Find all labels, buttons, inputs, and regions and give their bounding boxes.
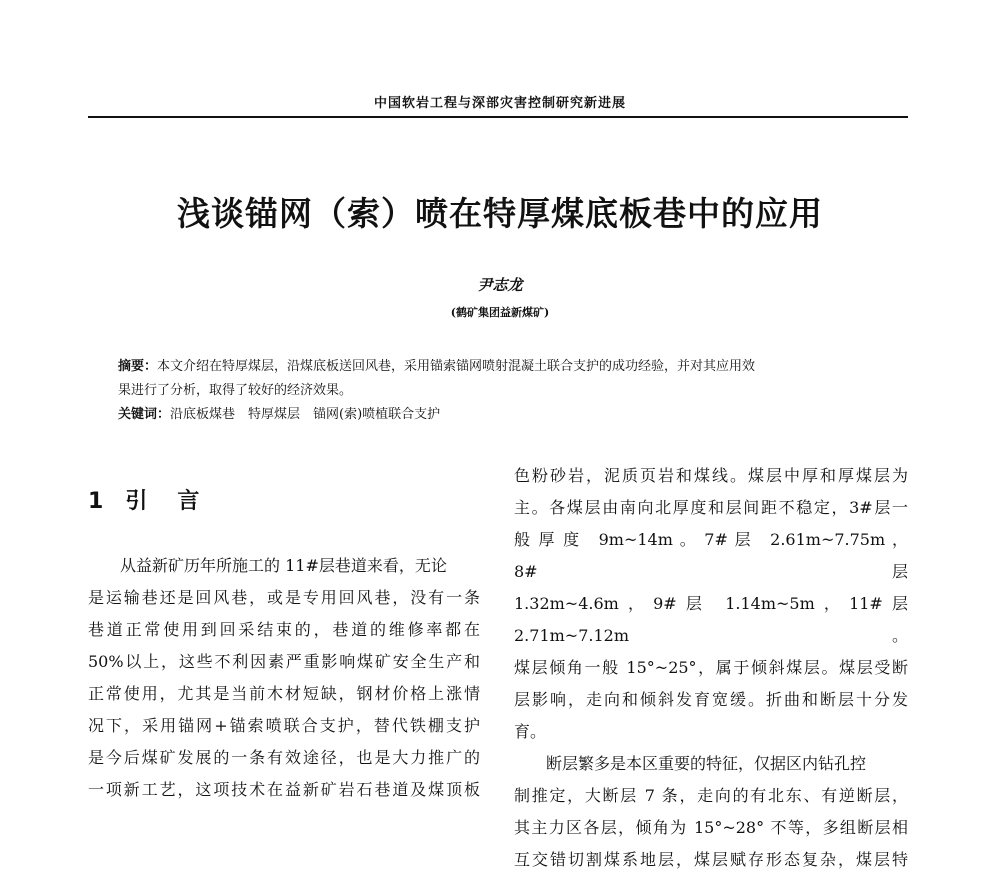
body-line: 断层繁多是本区重要的特征，仅据区内钻孔控 <box>546 754 867 773</box>
body-line: 制推定，大断层 7 条，走向的有北东、有逆断层， <box>514 786 908 805</box>
keywords-label: 关键词： <box>118 407 171 422</box>
abstract-line-1 <box>118 355 888 379</box>
body-line: 般 厚 度 9m~14m 。 7# 层 2.61m~7.75m ， 8# 层 <box>514 530 908 581</box>
body-line: 色粉砂岩，泥质页岩和煤线。煤层中厚和厚煤层为 <box>514 466 908 485</box>
body-line: 从益新矿历年所施工的 11#层巷道来看，无论 <box>120 556 447 575</box>
header-rule <box>88 116 908 118</box>
author-affiliation: (鹤矿集团益新煤矿) <box>450 306 550 319</box>
author-name: 尹志龙 <box>477 276 523 294</box>
body-line: 育。 <box>514 722 547 741</box>
body-line: 50%以上，这些不利因素严重影响煤矿安全生产和 <box>88 652 480 671</box>
left-column <box>88 550 480 806</box>
body-line: 其主力区各层，倾角为 15°~28° 不等，多组断层相 <box>514 818 908 837</box>
body-line: 巷道正常使用到回采结束的，巷道的维修率都在 <box>88 620 480 639</box>
abstract-block <box>118 355 888 427</box>
body-line: 层影响，走向和倾斜发育宽缓。折曲和断层十分发 <box>514 690 908 709</box>
section-title: 引 言 <box>125 489 204 514</box>
right-column <box>514 460 908 876</box>
body-line: 主。各煤层由南向北厚度和层间距不稳定，3#层一 <box>514 498 908 517</box>
body-line: 正常使用，尤其是当前木材短缺，钢材价格上涨情 <box>88 684 480 703</box>
body-line: 况下，采用锚网+锚索喷联合支护，替代铁棚支护 <box>88 716 480 735</box>
body-line: 一项新工艺，这项技术在益新矿岩石巷道及煤顶板 <box>88 780 480 799</box>
body-line: 是今后煤矿发展的一条有效途径，也是大力推广的 <box>88 748 480 767</box>
body-line: 1.32m~4.6m，9#层 1.14m~5m，11#层 2.71m~7.12m。 <box>514 594 908 645</box>
running-header: 中国软岩工程与深部灾害控制研究新进展 <box>373 96 626 111</box>
body-line: 是运输巷还是回风巷，或是专用回风巷，没有一条 <box>88 588 480 607</box>
keywords-text: 沿底板煤巷 特厚煤层 锚网(索)喷植联合支护 <box>170 407 441 422</box>
keywords-line <box>118 403 888 427</box>
body-line: 互交错切割煤系地层，煤层赋存形态复杂，煤层特 <box>514 850 908 869</box>
abstract-label: 摘要： <box>118 359 158 374</box>
body-line: 煤层倾角一般 15°~25°，属于倾斜煤层。煤层受断 <box>514 658 908 677</box>
section-heading <box>88 484 203 515</box>
abstract-text-1: 本文介绍在特厚煤层，沿煤底板送回风巷，采用锚索锚网喷射混凝土联合支护的成功经验，并对其应用效 <box>157 359 756 374</box>
section-number: 1 <box>88 489 108 514</box>
abstract-text-2: 果进行了分析，取得了较好的经济效果。 <box>118 383 353 398</box>
paper-title: 浅谈锚网（索）喷在特厚煤底板巷中的应用 <box>177 194 823 233</box>
